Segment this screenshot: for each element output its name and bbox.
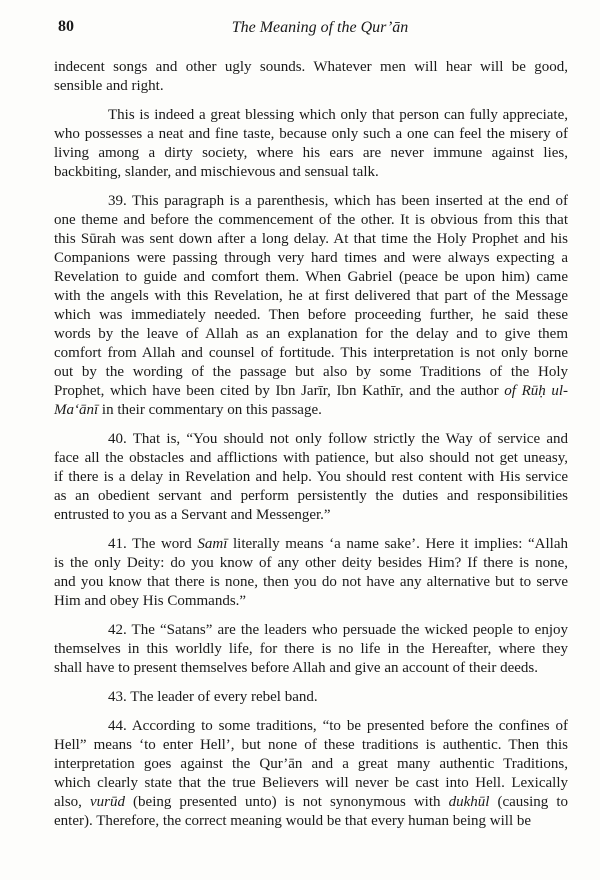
page-number: 80 [58, 18, 74, 35]
text-line [54, 554, 568, 573]
text-line [54, 125, 568, 144]
text-line [54, 592, 568, 611]
text-span: as an obedient servant and perform persistently the duties and responsibilities [54, 488, 568, 504]
text-span: one theme and before the commencement of the other. It is obvious from this that [54, 212, 568, 228]
text-line [54, 774, 568, 793]
running-head: The Meaning of the Qur’ān [231, 19, 409, 36]
page-body [54, 58, 568, 841]
text-line [54, 268, 568, 287]
text-span: Revelation to guide and comfort them. When Gabriel (peace be upon him) came [54, 269, 568, 285]
text-span: themselves in this worldly life, for there is no life in the Hereafter, where they [54, 641, 568, 657]
text-line [54, 717, 568, 736]
text-line [54, 793, 568, 812]
text-line [54, 306, 568, 325]
paragraph [54, 192, 568, 420]
italic-text: of Rūḥ ul- [504, 383, 569, 399]
text-line [54, 192, 568, 211]
text-line [54, 755, 568, 774]
text-line [54, 77, 568, 96]
text-span: Prophet, which have been cited by Ibn Jarīr, Ibn Kathīr, and the author [54, 383, 505, 399]
text-span: indecent songs and other ugly sounds. Whatever men will hear will be good, [54, 59, 568, 75]
paragraph [54, 717, 568, 831]
text-line [54, 287, 568, 306]
text-span: interpretation goes against the Qur’ān and a great many authentic Traditions, [54, 756, 568, 772]
text-line [54, 430, 568, 449]
text-line [54, 468, 568, 487]
text-line [54, 144, 568, 163]
text-line [54, 363, 568, 382]
text-line [54, 659, 568, 678]
text-span: comfort from Allah and counsel of fortitude. This interpretation is not only borne [54, 345, 568, 361]
text-line [54, 506, 568, 525]
text-line [54, 535, 568, 554]
text-span: 41. The word [108, 536, 198, 552]
text-line [54, 58, 568, 77]
text-line [54, 249, 568, 268]
paragraph [54, 106, 568, 182]
text-span: Hell” means ‘to enter Hell’, but none of these traditions is authentic. Then this [54, 737, 568, 753]
paragraph [54, 535, 568, 611]
paragraph [54, 58, 568, 96]
text-span: if there is a delay in Revelation and help. You should rest content with His service [54, 469, 568, 485]
text-line [54, 211, 568, 230]
text-line [54, 106, 568, 125]
text-span: which clearly state that the true Believers will never be cast into Hell. Lexically [54, 775, 568, 791]
text-line [54, 325, 568, 344]
text-span: Companions were passing through very hard times and were always expecting a [54, 250, 568, 266]
text-span: words by the leave of Allah as an explanation for the delay and to give them [54, 326, 568, 342]
text-line [54, 487, 568, 506]
text-span: this Sūrah was sent down after a long delay. At that time the Holy Prophet and his [54, 231, 568, 247]
text-span: Him and obey His Commands.” [54, 593, 247, 609]
text-line [54, 163, 568, 182]
italic-text: Ma‘ānī [54, 402, 99, 418]
text-span: enter). Therefore, the correct meaning would be that every human being will be [54, 813, 532, 829]
text-span: entrusted to you as a Servant and Messenger.” [54, 507, 331, 523]
text-line [54, 449, 568, 468]
text-line [54, 573, 568, 592]
text-line [54, 401, 568, 420]
text-span: 40. That is, “You should not only follow strictly the Way of service and [108, 431, 568, 447]
italic-text: dukhūl [448, 794, 490, 810]
text-line [54, 640, 568, 659]
text-span: This is indeed a great blessing which only that person can fully appreciate, [108, 107, 568, 123]
text-line [54, 736, 568, 755]
text-span: out by the wording of the passage but also by some Traditions of the Holy [54, 364, 568, 380]
text-span: (being presented unto) is not synonymous with [124, 794, 449, 810]
italic-text: Samī [197, 536, 228, 552]
text-line [54, 812, 568, 831]
text-span: and you know that there is none, then you do not have any alternative but to serve [54, 574, 568, 590]
text-span: face all the obstacles and afflictions with patience, but also should not get uneasy, [54, 450, 568, 466]
text-span: living among a dirty society, where his ears are never immune against lies, [54, 145, 568, 161]
text-span: is the only Deity: do you know of any other deity besides Him? If there is none, [54, 555, 568, 571]
text-span: backbiting, slander, and mischievous and sensual talk. [54, 164, 379, 180]
text-span: 39. This paragraph is a parenthesis, which has been inserted at the end of [108, 193, 568, 209]
text-span: in their commentary on this passage. [98, 402, 322, 418]
paragraph [54, 688, 568, 707]
paragraph [54, 430, 568, 525]
text-span: 42. The “Satans” are the leaders who persuade the wicked people to enjoy [108, 622, 568, 638]
text-span: also, [54, 794, 90, 810]
text-span: 43. The leader of every rebel band. [108, 689, 318, 705]
text-span: who possesses a neat and fine taste, because only such a one can feel the misery of [54, 126, 568, 142]
text-span: literally means ‘a name sake’. Here it implies: “Allah [227, 536, 568, 552]
text-line [54, 382, 568, 401]
text-span: which was immediately needed. Then before proceeding further, he said these [54, 307, 568, 323]
text-line [54, 688, 568, 707]
text-line [54, 344, 568, 363]
text-span: shall have to present themselves before Allah and give an account of their deeds. [54, 660, 538, 676]
text-line [54, 621, 568, 640]
text-line [54, 230, 568, 249]
text-span: with the angels with this Revelation, he at first delivered that part of the Message [54, 288, 568, 304]
italic-text: vurūd [89, 794, 125, 810]
text-span: (causing to [489, 794, 569, 810]
paragraph [54, 621, 568, 678]
text-span: 44. According to some traditions, “to be presented before the confines of [108, 718, 568, 734]
text-span: sensible and right. [54, 78, 164, 94]
